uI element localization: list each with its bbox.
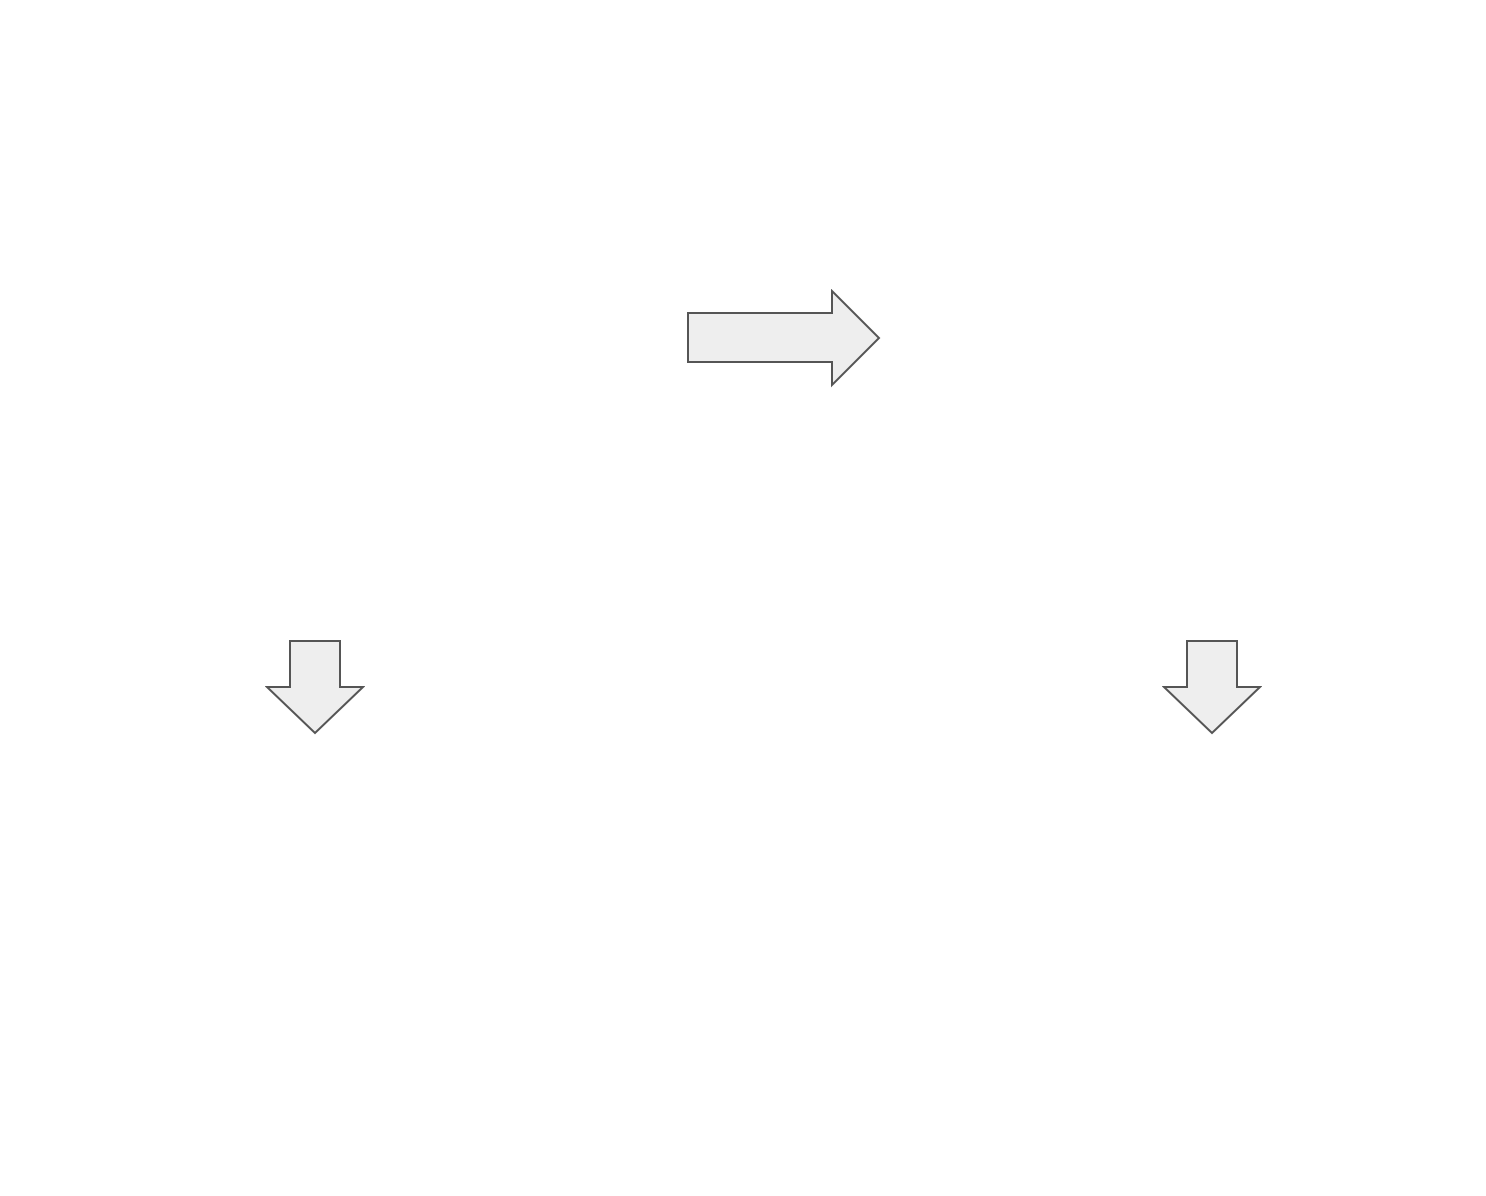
shifted-grid: [971, 22, 1455, 605]
input-grid: [35, 22, 598, 605]
right-arrow-icon: [686, 289, 882, 389]
output-grid-left: [175, 773, 457, 1064]
down-arrow-icon-right: [1162, 639, 1262, 735]
down-arrow-icon-left: [265, 639, 365, 735]
output-grid-right: [1072, 773, 1354, 1064]
